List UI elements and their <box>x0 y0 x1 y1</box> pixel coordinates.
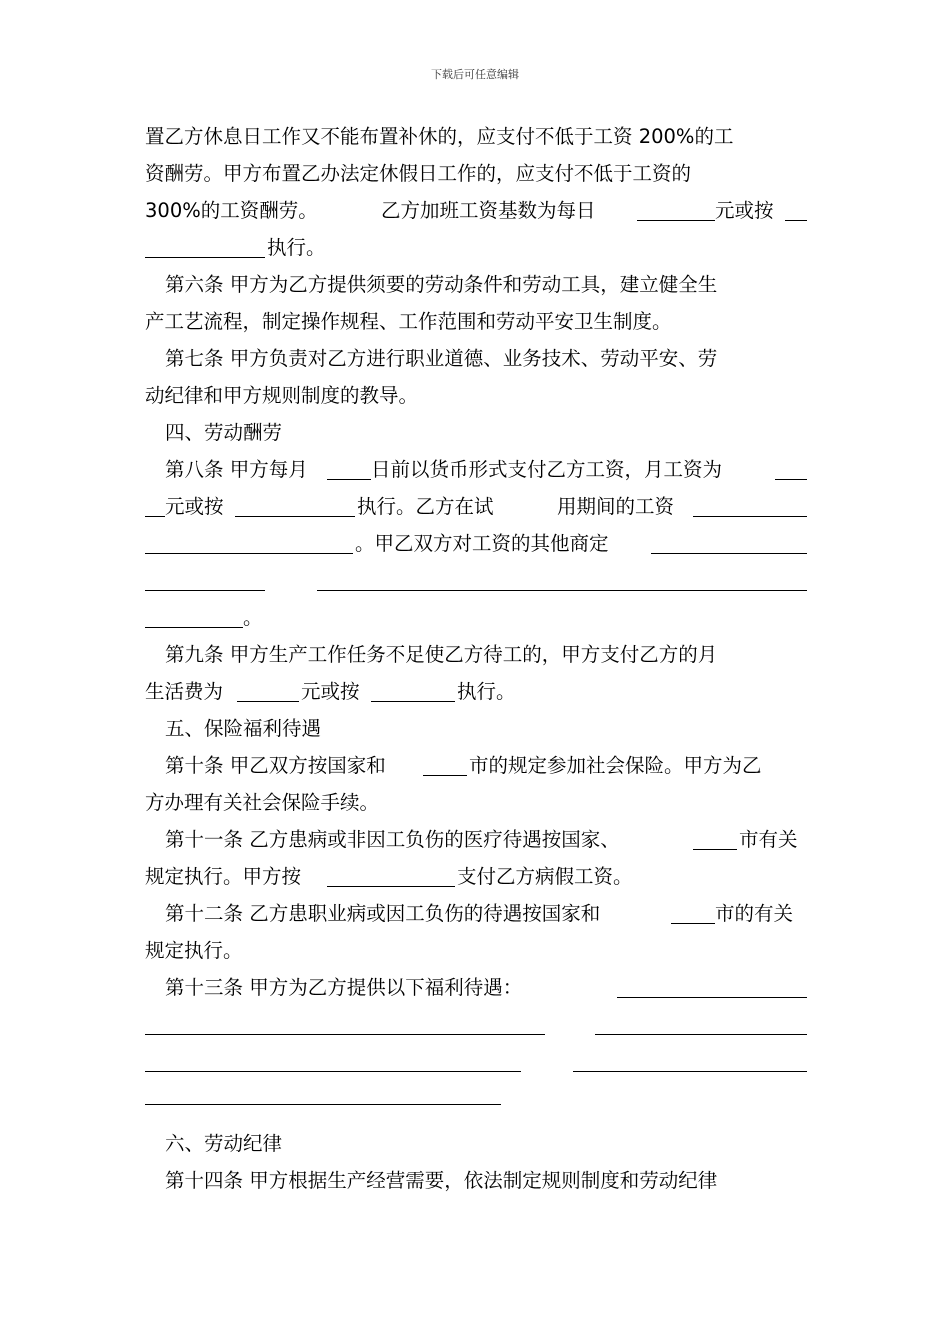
page-header: 下载后可任意编辑 <box>431 68 519 81</box>
text-line <box>145 192 807 229</box>
text-line <box>145 1125 807 1162</box>
fill-in-blank <box>775 479 807 480</box>
text-segment: 执行。 <box>267 236 326 259</box>
fill-in-blank <box>423 775 467 776</box>
text-line <box>145 599 807 636</box>
text-segment: 第九条 甲方生产工作任务不足使乙方待工的，甲方支付乙方的月 <box>165 643 718 666</box>
text-line <box>145 784 807 821</box>
text-line <box>145 1006 807 1043</box>
text-line <box>145 266 807 303</box>
fill-in-blank <box>617 997 807 998</box>
text-segment: 第十一条 乙方患病或非因工负伤的医疗待遇按国家、 <box>165 828 620 851</box>
text-line <box>145 710 807 747</box>
fill-in-blank <box>651 553 807 554</box>
text-line <box>145 451 807 488</box>
text-line <box>145 821 807 858</box>
fill-in-blank <box>327 479 371 480</box>
text-line <box>145 969 807 1006</box>
text-line <box>145 1162 807 1199</box>
text-segment: 第十三条 甲方为乙方提供以下福利待遇： <box>165 976 523 999</box>
text-segment: 300%的工资酬劳。 <box>145 199 318 222</box>
fill-in-blank <box>371 701 455 702</box>
fill-in-blank <box>637 220 715 221</box>
text-line <box>145 858 807 895</box>
fill-in-blank <box>145 1034 545 1035</box>
text-segment: 乙方加班工资基数为每日 <box>381 199 596 222</box>
fill-in-blank <box>595 1034 807 1035</box>
text-segment: 六、劳动纪律 <box>165 1132 283 1155</box>
fill-in-blank <box>145 590 265 591</box>
text-line <box>145 673 807 710</box>
fill-in-blank <box>145 627 243 628</box>
text-segment: 第八条 甲方每月 <box>165 458 308 481</box>
text-line <box>145 155 807 192</box>
text-line <box>145 377 807 414</box>
text-segment: 第十四条 甲方根据生产经营需要，依法制定规则制度和劳动纪律 <box>165 1169 718 1192</box>
text-segment: 第六条 甲方为乙方提供须要的劳动条件和劳动工具，建立健全生 <box>165 273 718 296</box>
text-line <box>145 1043 807 1080</box>
fill-in-blank <box>693 849 737 850</box>
text-line <box>145 747 807 784</box>
text-segment: 元或按 <box>301 680 360 703</box>
fill-in-blank <box>785 220 807 221</box>
text-segment: 元或按 <box>165 495 224 518</box>
fill-in-blank <box>693 516 807 517</box>
text-line <box>145 636 807 673</box>
text-segment: 执行。乙方在试 <box>357 495 494 518</box>
text-segment: 支付乙方病假工资。 <box>457 865 633 888</box>
text-segment: 。甲乙双方对工资的其他商定 <box>355 532 609 555</box>
fill-in-blank <box>235 516 355 517</box>
fill-in-blank <box>145 516 165 517</box>
text-segment: 四、劳动酬劳 <box>165 421 283 444</box>
fill-in-blank <box>327 886 455 887</box>
text-segment: 执行。 <box>457 680 516 703</box>
text-segment: 置乙方休息日工作又不能布置补休的，应支付不低于工资 200%的工 <box>145 125 734 148</box>
text-segment: 。 <box>243 606 263 629</box>
text-segment: 产工艺流程，制定操作规程、工作范围和劳动平安卫生制度。 <box>145 310 672 333</box>
text-line <box>145 303 807 340</box>
text-segment: 用期间的工资 <box>557 495 675 518</box>
text-line <box>145 340 807 377</box>
text-segment: 规定执行。 <box>145 939 243 962</box>
text-line <box>145 895 807 932</box>
text-segment: 五、保险福利待遇 <box>165 717 322 740</box>
text-segment: 元或按 <box>715 199 774 222</box>
text-line <box>145 1076 807 1113</box>
fill-in-blank <box>317 590 807 591</box>
text-segment: 市的有关 <box>715 902 794 925</box>
text-line <box>145 562 807 599</box>
fill-in-blank <box>671 923 715 924</box>
text-line <box>145 525 807 562</box>
fill-in-blank <box>145 1071 521 1072</box>
text-line <box>145 229 807 266</box>
text-segment: 市的规定参加社会保险。甲方为乙 <box>469 754 762 777</box>
fill-in-blank <box>145 257 265 258</box>
fill-in-blank <box>145 553 353 554</box>
text-segment: 方办理有关社会保险手续。 <box>145 791 380 814</box>
text-segment: 生活费为 <box>145 680 224 703</box>
text-segment: 第十二条 乙方患职业病或因工负伤的待遇按国家和 <box>165 902 601 925</box>
document-body <box>145 118 807 1199</box>
text-segment: 动纪律和甲方规则制度的教导。 <box>145 384 419 407</box>
text-line <box>145 414 807 451</box>
text-line <box>145 118 807 155</box>
text-segment: 市有关 <box>739 828 798 851</box>
fill-in-blank <box>237 701 299 702</box>
fill-in-blank <box>145 1104 501 1105</box>
fill-in-blank <box>573 1071 807 1072</box>
text-line <box>145 932 807 969</box>
text-segment: 规定执行。甲方按 <box>145 865 302 888</box>
text-segment: 第十条 甲乙双方按国家和 <box>165 754 386 777</box>
text-segment: 第七条 甲方负责对乙方进行职业道德、业务技术、劳动平安、劳 <box>165 347 718 370</box>
text-segment: 日前以货币形式支付乙方工资，月工资为 <box>371 458 723 481</box>
text-segment: 资酬劳。甲方布置乙办法定休假日工作的，应支付不低于工资的 <box>145 162 692 185</box>
text-line <box>145 488 807 525</box>
